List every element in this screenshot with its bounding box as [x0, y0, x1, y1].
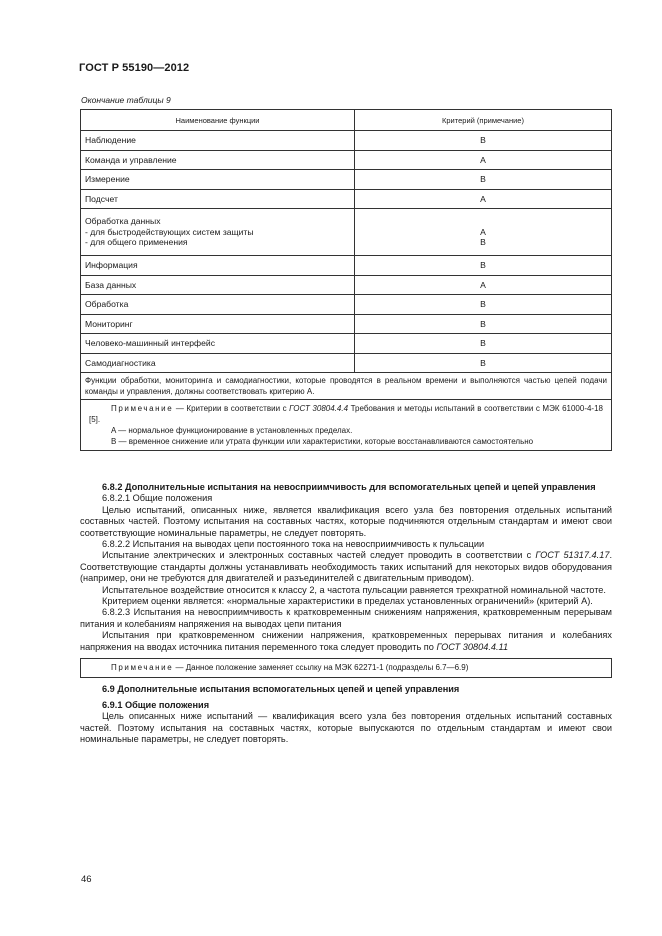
function-name: Самодиагностика	[81, 353, 355, 373]
remark-box: Примечание — Данное положение заменяет ссылку на МЭК 62271-1 (подразделы 6.7—6.9)	[80, 658, 612, 677]
remark-paragraph: Примечание — Критерии в соответствии с ГОСТ 30804.4.4 Требования и методы испытаний в соответствии с МЭК 61000-4-18 [5].	[89, 404, 603, 424]
function-name: Информация	[81, 256, 355, 276]
remark-label: Примечание	[111, 663, 174, 673]
table-row	[81, 256, 612, 276]
criterion-value: B	[355, 314, 612, 334]
table-header-row	[81, 110, 612, 131]
table-row	[81, 314, 612, 334]
remark-label: Примечание	[111, 404, 174, 413]
table-row	[81, 189, 612, 209]
paragraph: Критерием оценки является: «нормальные характеристики в пределах установленных ограничений» (критерий A).	[102, 596, 593, 607]
table-row	[81, 275, 612, 295]
criterion-value: A	[355, 150, 612, 170]
standard-reference: ГОСТ 51317.4.17	[535, 550, 610, 561]
table-row	[81, 170, 612, 190]
table-remark	[81, 400, 612, 451]
paragraph: Цель описанных ниже испытаний — квалификация всего узла без повторения отдельных испытаний составных частей. Поэтому испытания на составных частях, которые выпускаются по отдельным стандартам и имеют свои номинальные параметры, не следует повторять.	[80, 711, 612, 745]
function-name: Обработка	[81, 295, 355, 315]
document-header: ГОСТ Р 55190—2012	[79, 62, 190, 74]
criterion-value: B	[355, 334, 612, 354]
subsection-heading: 6.9.1 Общие положения	[102, 699, 210, 710]
remark-criterion-a: A — нормальное функционирование в установленных пределах.	[111, 426, 353, 435]
section-6-8-2	[80, 482, 612, 746]
function-name: Человеко-машинный интерфейс	[81, 334, 355, 354]
table-row	[81, 334, 612, 354]
subsection-heading: 6.8.2.2 Испытания на выводах цепи постоянного тока на невосприимчивость к пульсации	[102, 539, 485, 550]
table-note-row	[81, 373, 612, 400]
criterion-value: A	[355, 275, 612, 295]
paragraph: Испытания при кратковременном снижении напряжения, кратковременных перерывах питания и колебаниях напряжения на вводах источника питания переменного тока следует проводить по ГОСТ 30804.4.11	[80, 630, 612, 652]
criterion-value: B	[480, 237, 486, 248]
criterion-value: B	[355, 353, 612, 373]
function-name: Наблюдение	[81, 131, 355, 151]
criterion-value: B	[355, 131, 612, 151]
table-row	[81, 131, 612, 151]
criteria-table	[80, 109, 612, 451]
paragraph: Испытательное воздействие относится к классу 2, а частота пульсации равняется трехкратной номинальной частоте.	[102, 584, 606, 595]
function-name-line: Обработка данных	[85, 216, 161, 227]
remark-criterion-b: B — временное снижение или утрата функции или характеристики, которые восстанавливаются самостоятельно	[111, 437, 534, 446]
table-row	[81, 150, 612, 170]
column-header-criterion: Критерий (примечание)	[355, 110, 612, 131]
table-row	[81, 353, 612, 373]
criterion-value: B	[355, 256, 612, 276]
section-heading: 6.9 Дополнительные испытания вспомогательных цепей и цепей управления	[102, 683, 460, 694]
criterion-value-multiline	[355, 209, 612, 256]
function-name: Измерение	[81, 170, 355, 190]
subsection-heading: 6.8.2.3 Испытания на невосприимчивость к кратковременным снижениям напряжения, кратковременным перерывам питания и колебаниям напряжения на выводах цепи питания	[80, 607, 612, 629]
table-note: Функции обработки, мониторинга и самодиагностики, которые проводятся в реальном времени и выполняются частью цепей подачи команды и управления, должны соответствовать критерию A.	[81, 373, 612, 400]
function-name: База данных	[81, 275, 355, 295]
page-number: 46	[81, 874, 92, 885]
function-name-line: - для общего применения	[85, 237, 188, 248]
standard-reference: ГОСТ 30804.4.11	[436, 641, 509, 652]
section-heading: 6.8.2 Дополнительные испытания на невосприимчивость для вспомогательных цепей и цепей управления	[102, 482, 596, 492]
column-header-function: Наименование функции	[81, 110, 355, 131]
paragraph: Испытание электрических и электронных составных частей следует проводить в соответствии с ГОСТ 51317.4.17. Соответствующие стандарты должны устанавливать необходимость таких испытаний для некоторых видов оборудования (например, они не требуются для двигателей и разъединителей с двигательным приводом).	[80, 550, 612, 584]
function-name: Подсчет	[81, 189, 355, 209]
function-name-line: - для быстродействующих систем защиты	[85, 226, 254, 237]
table-row	[81, 295, 612, 315]
criterion-value: B	[355, 295, 612, 315]
subsection-heading: 6.8.2.1 Общие положения	[102, 493, 213, 504]
criterion-value: B	[355, 170, 612, 190]
table-caption: Окончание таблицы 9	[81, 95, 171, 105]
function-name-multiline	[81, 209, 355, 256]
criterion-value: A	[355, 189, 612, 209]
paragraph: Целью испытаний, описанных ниже, является квалификация всего узла без повторения отдельных испытаний составных частей. Поэтому испытания на составных частях, которые подчиняются отдельным стандартам и имеют свои соответствующие номинальные параметры, не следует повторять.	[80, 504, 612, 538]
table-remark-row	[81, 400, 612, 451]
function-name: Мониторинг	[81, 314, 355, 334]
criterion-value: A	[480, 226, 486, 237]
table-row-data-processing	[81, 209, 612, 256]
function-name: Команда и управление	[81, 150, 355, 170]
standard-reference: ГОСТ 30804.4.4	[289, 404, 349, 413]
